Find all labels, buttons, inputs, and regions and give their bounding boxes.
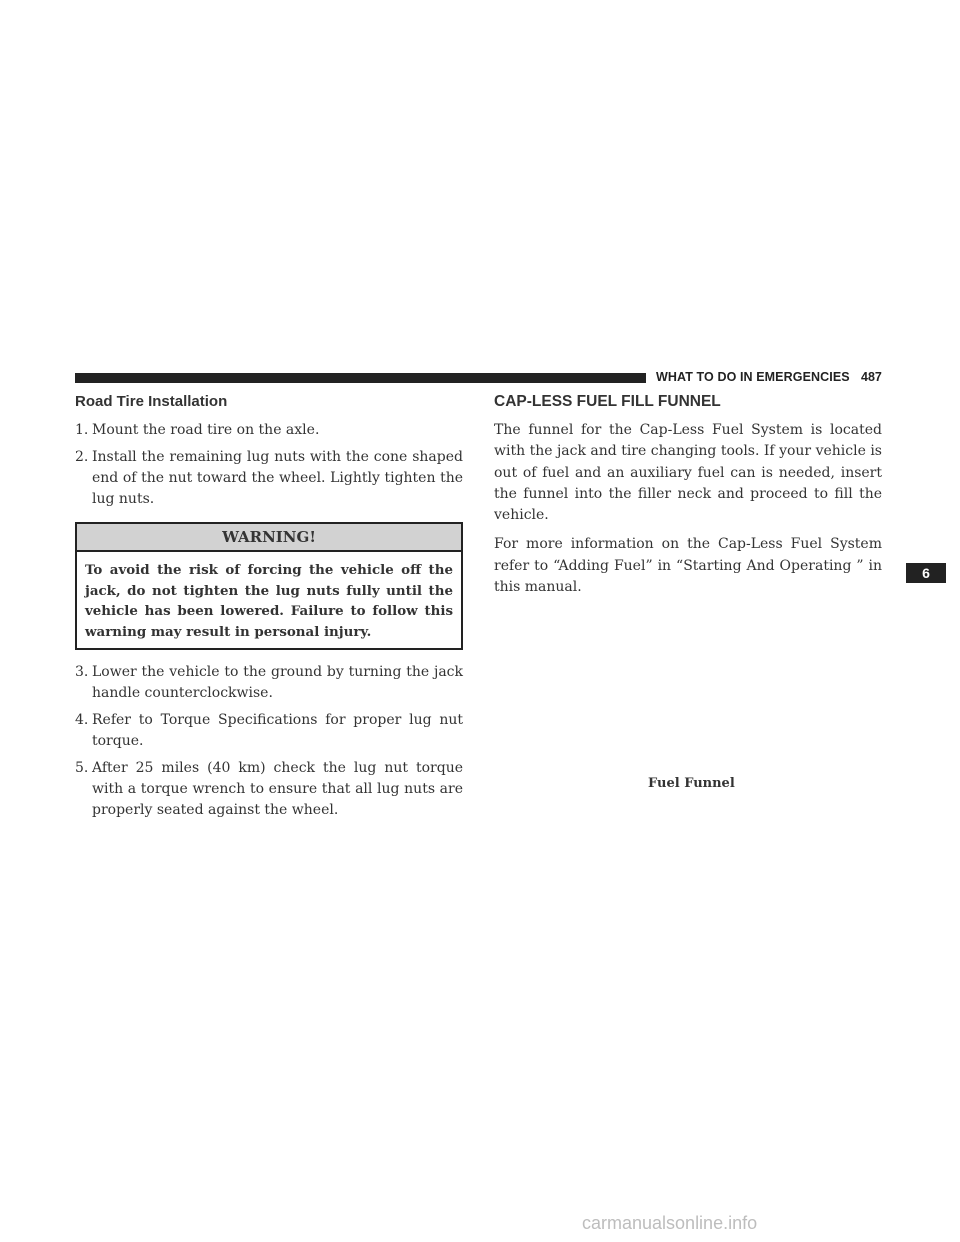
steps-list-before-warning [75,420,463,510]
steps-list-after-warning [75,662,463,821]
page-number: 487 [861,370,882,384]
body-paragraph: The funnel for the Cap-Less Fuel System is located with the jack and tire changing tools. If your vehicle is out of fuel and an auxiliary fuel can is needed, insert the funnel into the filler neck and proceed to fill the vehicle. [494,422,882,524]
step-number: 1. [75,422,89,438]
watermark: carmanualsonline.info [582,1213,758,1233]
step-item [75,420,463,441]
step-text: After 25 miles (40 km) check the lug nut torque with a torque wrench to ensure that all lug nuts are properly seated against the wheel. [92,760,463,818]
step-item [75,758,463,821]
subsection-heading: Road Tire Installation [75,393,228,410]
header-rule [75,373,646,383]
step-item [75,662,463,704]
step-text: Refer to Torque Specifications for proper lug nut torque. [92,712,463,749]
step-number: 3. [75,664,89,680]
step-number: 5. [75,760,89,776]
left-column [75,393,463,827]
step-item [75,710,463,752]
warning-body: To avoid the risk of forcing the vehicle off the jack, do not tighten the lug nuts fully until the vehicle has been lowered. Failure to follow this warning may result in personal injury. [85,562,453,640]
step-text: Install the remaining lug nuts with the cone shaped end of the nut toward the wheel. Lightly tighten the lug nuts. [92,449,463,507]
figure-caption: Fuel Funnel [648,776,735,791]
chapter-tab: 6 [906,563,946,583]
right-column [494,393,882,606]
step-number: 2. [75,449,89,465]
step-number: 4. [75,712,89,728]
section-heading: CAP-LESS FUEL FILL FUNNEL [494,393,721,410]
step-text: Mount the road tire on the axle. [92,422,320,438]
running-header-section: WHAT TO DO IN EMERGENCIES [656,370,850,384]
warning-box [75,522,463,650]
body-paragraph: For more information on the Cap-Less Fuel System refer to “Adding Fuel” in “Starting And Operating ” in this manual. [494,536,882,596]
step-text: Lower the vehicle to the ground by turning the jack handle counterclockwise. [92,664,463,701]
step-item [75,447,463,510]
warning-title: WARNING! [77,524,461,552]
